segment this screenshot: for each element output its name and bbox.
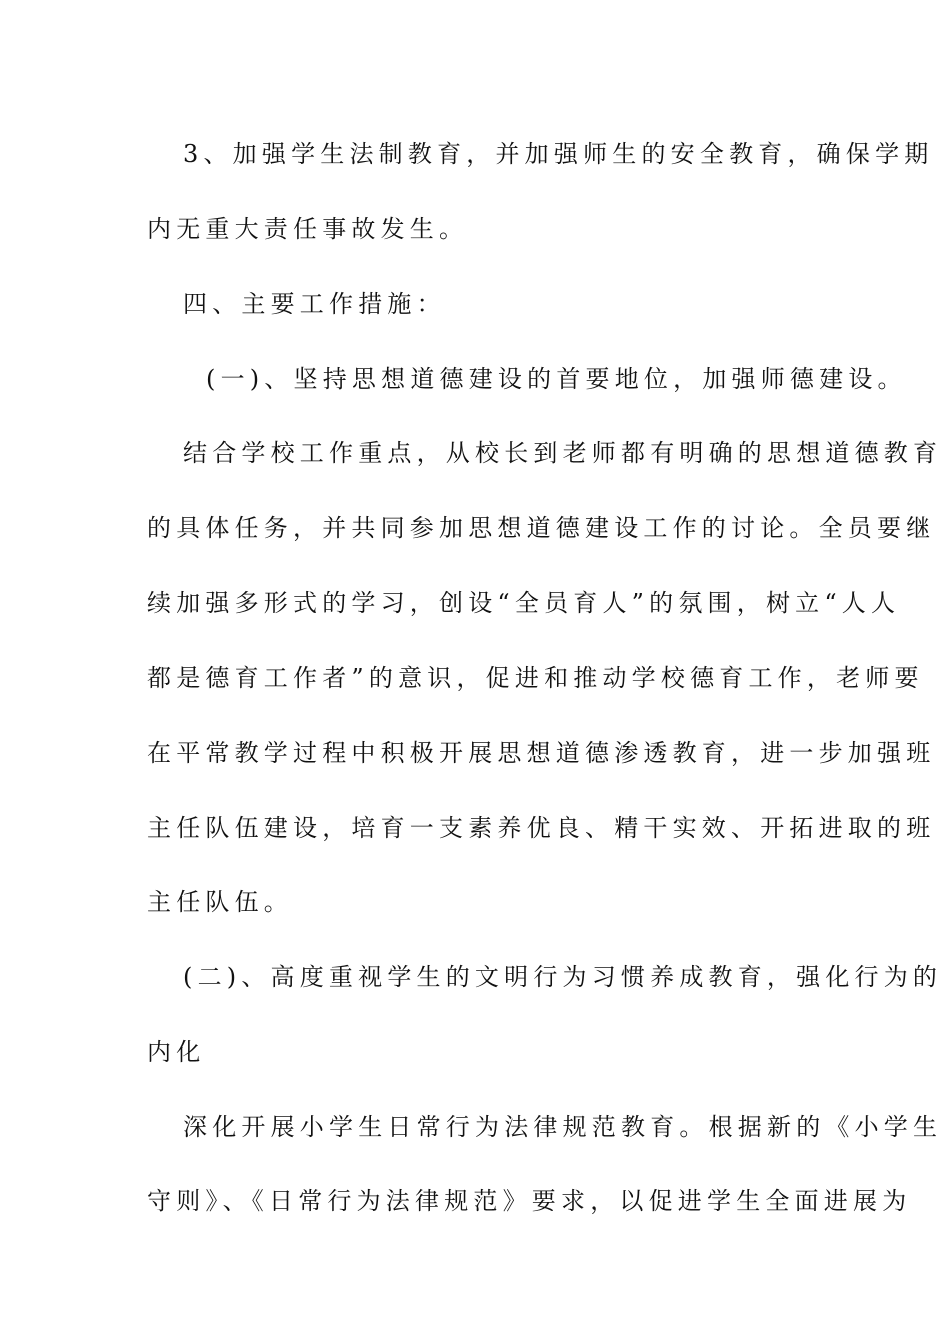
paragraph-line: 内化 bbox=[147, 1038, 206, 1066]
paragraph-line: 结合学校工作重点，从校长到老师都有明确的思想道德教育 bbox=[183, 439, 943, 467]
paragraph-line: 深化开展小学生日常行为法律规范教育。根据新的《小学生 bbox=[183, 1113, 943, 1141]
paragraph-line: 主任队伍建设，培育一支素养优良、精干实效、开拓进取的班 bbox=[147, 814, 936, 842]
paragraph-line: 在平常教学过程中积极开展思想道德渗透教育，进一步加强班 bbox=[147, 739, 936, 767]
subsection-heading: (一)、坚持思想道德建设的首要地位，加强师德建设。 bbox=[206, 365, 907, 393]
section-heading: 四、主要工作措施： bbox=[183, 290, 446, 318]
paragraph-line: 的具体任务，并共同参加思想道德建设工作的讨论。全员要继 bbox=[147, 514, 936, 542]
paragraph-line: 内无重大责任事故发生。 bbox=[147, 215, 469, 243]
paragraph-line: 续加强多形式的学习，创设“全员育人”的氛围，树立“人人 bbox=[147, 589, 901, 617]
paragraph-line: 3、加强学生法制教育，并加强师生的安全教育，确保学期 bbox=[183, 140, 934, 168]
paragraph-line: 主任队伍。 bbox=[147, 888, 293, 916]
paragraph-line: 守则》、《日常行为法律规范》要求，以促进学生全面进展为 bbox=[147, 1187, 912, 1215]
subsection-heading: (二)、高度重视学生的文明行为习惯养成教育，强化行为的 bbox=[183, 963, 943, 991]
paragraph-line: 都是德育工作者”的意识，促进和推动学校德育工作，老师要 bbox=[147, 664, 924, 692]
